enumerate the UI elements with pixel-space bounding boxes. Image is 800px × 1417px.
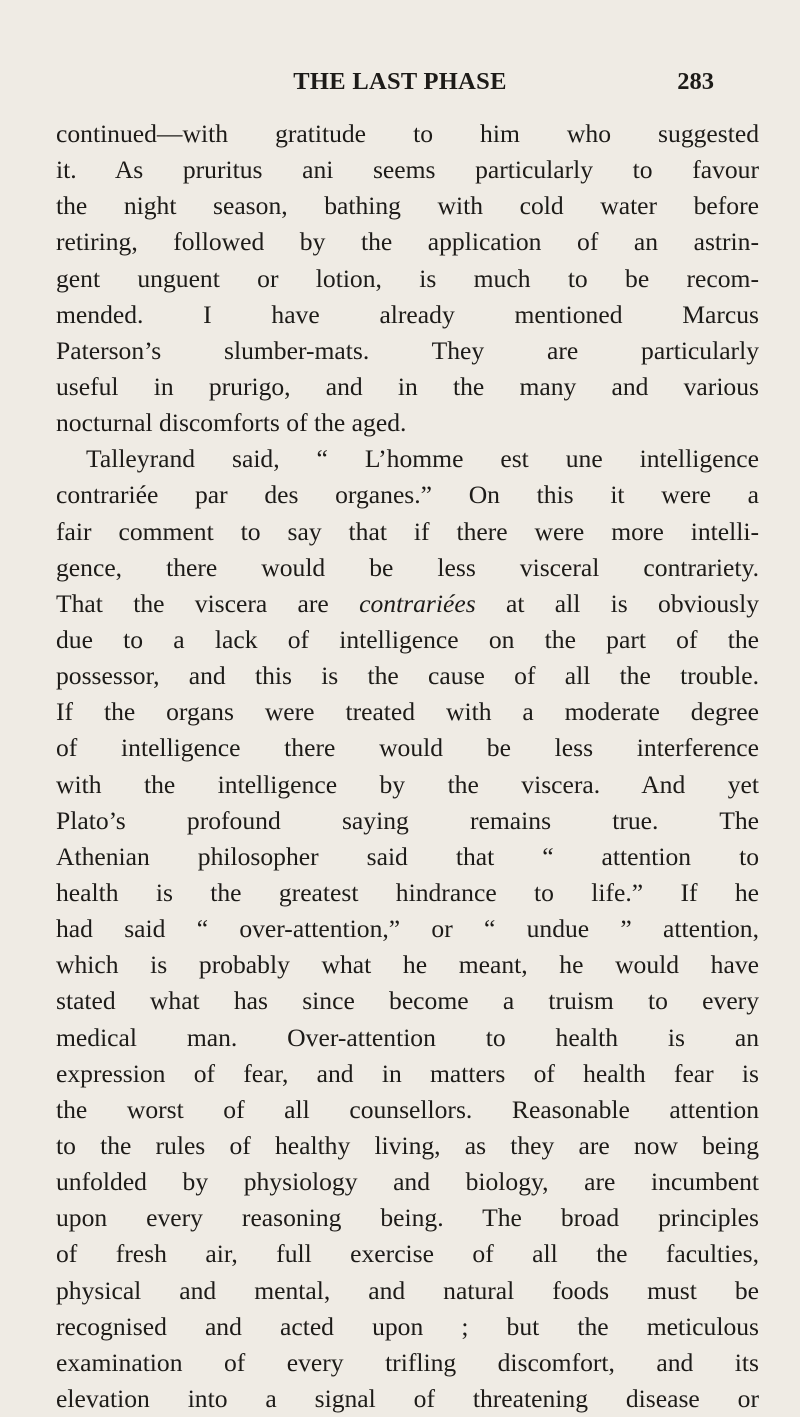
text-line: retiring, followed by the application of an astrin- <box>56 227 759 257</box>
running-head-title: THE LAST PHASE <box>293 68 507 95</box>
text-line: recognised and acted upon ; but the meticulous <box>56 1311 759 1341</box>
text-line: of fresh air, full exercise of all the faculties, <box>56 1239 759 1269</box>
text-line: which is probably what he meant, he would have <box>56 950 759 980</box>
running-head <box>86 68 714 104</box>
text-line: continued—with gratitude to him who suggested <box>56 119 759 148</box>
text-line: mended. I have already mentioned Marcus <box>56 299 759 329</box>
text-line: Athenian philosopher said that “ attention to <box>56 841 759 871</box>
text-line: due to a lack of intelligence on the part of the <box>56 624 759 654</box>
text-line: elevation into a signal of threatening disease or <box>56 1383 759 1413</box>
text-line: it. As pruritus ani seems particularly to favour <box>56 155 759 185</box>
text-line: Paterson’s slumber-mats. They are particularly <box>56 335 759 365</box>
text-line: upon every reasoning being. The broad principles <box>56 1203 759 1233</box>
text-line: the night season, bathing with cold water before <box>56 191 759 221</box>
text-line: nocturnal discomforts of the aged. <box>56 408 407 438</box>
text-line: If the organs were treated with a moderate degree <box>56 697 759 727</box>
text-line: That the viscera are contrariées at all is obviously <box>56 588 759 618</box>
text-line: had said “ over-attention,” or “ undue ” attention, <box>56 914 759 944</box>
text-line: gence, there would be less visceral contrariety. <box>56 552 759 582</box>
text-line: to the rules of healthy living, as they are now being <box>56 1130 759 1160</box>
text-line: gent unguent or lotion, is much to be recom- <box>56 263 759 293</box>
text-line: medical man. Over-attention to health is an <box>56 1022 759 1052</box>
italic-word: contrariées <box>359 588 476 618</box>
text-line: stated what has since become a truism to every <box>56 986 759 1016</box>
text-line: useful in prurigo, and in the many and various <box>56 371 759 401</box>
text-line: health is the greatest hindrance to life.” If he <box>56 877 759 907</box>
text-line: the worst of all counsellors. Reasonable attention <box>56 1094 759 1124</box>
text-line: possessor, and this is the cause of all the trouble. <box>56 661 759 691</box>
body-text <box>56 116 759 1417</box>
text-line: expression of fear, and in matters of health fear is <box>56 1058 759 1088</box>
text-line: Plato’s profound saying remains true. The <box>56 805 759 835</box>
text-line: unfolded by physiology and biology, are incumbent <box>56 1167 759 1197</box>
text-line: examination of every trifling discomfort, and its <box>56 1347 759 1377</box>
text-line: contrariée par des organes.” On this it were a <box>56 480 759 510</box>
text-line: fair comment to say that if there were more intelli- <box>56 516 759 546</box>
page-number: 283 <box>677 68 714 95</box>
text-line: physical and mental, and natural foods must be <box>56 1275 759 1305</box>
text-line: with the intelligence by the viscera. And yet <box>56 769 759 799</box>
text-line: Talleyrand said, “ L’homme est une intelligence <box>86 444 759 474</box>
text-line: of intelligence there would be less interference <box>56 733 759 763</box>
